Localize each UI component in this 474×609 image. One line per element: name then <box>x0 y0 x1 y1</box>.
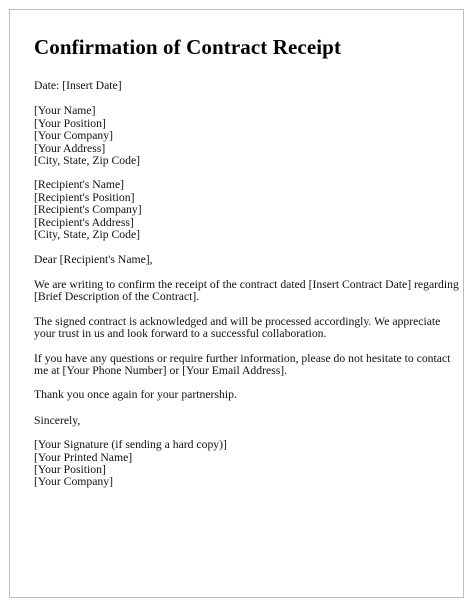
recipient-city-state-zip: [City, State, Zip Code] <box>34 228 141 242</box>
signature-line: [Your Signature (if sending a hard copy)] <box>34 438 227 452</box>
date-line: Date: [Insert Date] <box>34 79 122 92</box>
body-paragraph-thanks <box>34 389 444 401</box>
closing-block <box>34 415 444 427</box>
letter-page <box>9 9 464 598</box>
paragraph-line: me at [Your Phone Number] or [Your Email Address]. <box>34 363 288 377</box>
sender-position: [Your Position] <box>34 116 106 130</box>
paragraph-line: [Brief Description of the Contract]. <box>34 290 200 304</box>
signature-block <box>34 439 444 489</box>
sender-city-state-zip: [City, State, Zip Code] <box>34 154 141 168</box>
paragraph-line: If you have any questions or require further information, please do not hesitate to contact <box>34 351 451 365</box>
paragraph-line: Thank you once again for your partnership. <box>34 388 237 402</box>
signer-position: [Your Position] <box>34 462 106 476</box>
body-paragraph-confirmation <box>34 277 459 304</box>
salutation-block <box>34 254 444 266</box>
sender-name: [Your Name] <box>34 104 96 118</box>
paragraph-line: The signed contract is acknowledged and will be processed accordingly. We appreciate <box>34 314 441 328</box>
recipient-address: [Recipient's Address] <box>34 215 134 229</box>
sender-company: [Your Company] <box>34 129 114 143</box>
date-block <box>34 80 444 92</box>
paragraph-line: your trust in us and look forward to a successful collaboration. <box>34 327 327 341</box>
paragraph-line: We are writing to confirm the receipt of the contract dated [Insert Contract Date] regarding <box>34 277 459 291</box>
sender-address: [Your Address] <box>34 141 106 155</box>
recipient-name: [Recipient's Name] <box>34 178 125 192</box>
body-paragraph-acknowledgement <box>34 316 444 341</box>
closing: Sincerely, <box>34 413 81 427</box>
salutation: Dear [Recipient's Name], <box>34 253 153 267</box>
letter-title: Confirmation of Contract Receipt <box>34 35 342 59</box>
recipient-company: [Recipient's Company] <box>34 203 142 217</box>
recipient-position: [Recipient's Position] <box>34 190 135 204</box>
letter-content <box>34 34 459 489</box>
signer-company: [Your Company] <box>34 475 114 489</box>
printed-name: [Your Printed Name] <box>34 450 133 464</box>
recipient-address-block <box>34 179 444 241</box>
sender-address-block <box>34 105 444 167</box>
body-paragraph-contact <box>34 351 451 378</box>
